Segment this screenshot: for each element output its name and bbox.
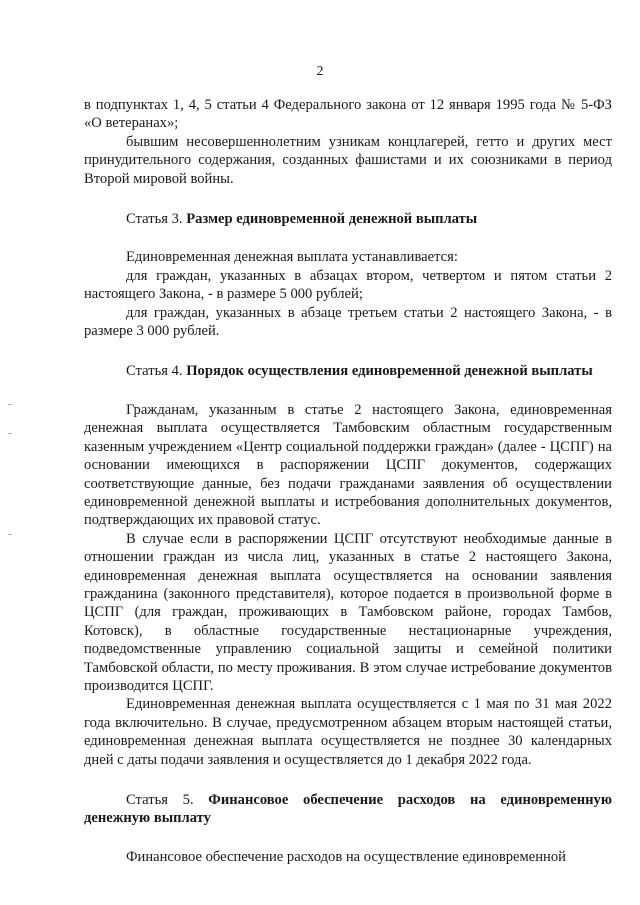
- article-5-label: Статья 5.: [126, 792, 194, 808]
- page-number: 2: [316, 64, 324, 79]
- intro-paragraph-1: в подпунктах 1, 4, 5 статьи 4 Федерального закона от 12 января 1995 года № 5-ФЗ «О ветеранах»;: [84, 97, 612, 132]
- article-5-paragraph-1: Финансовое обеспечение расходов на осуществление единовременной: [126, 848, 566, 865]
- article-4-paragraph-2: В случае если в распоряжении ЦСПГ отсутствуют необходимые данные в отношении граждан из числа лиц, указанных в статье 2 настоящего Закона, единовременная денежная выплата осуществляется на основании заявления гражданина (законного представителя), которое подается в произвольной форме в ЦСПГ (для граждан, проживающих в Тамбовском районе, городах Тамбов, Котовск), в областные государственные нестационарные учреждения, подведомственные управлению социальной защиты и семейной политики Тамбовской области, по месту проживания. В этом случае истребование документов производится ЦСПГ.: [84, 530, 612, 694]
- margin-mark: [8, 534, 12, 535]
- article-4-label: Статья 4.: [126, 363, 183, 380]
- article-3-paragraph-3: для граждан, указанных в абзаце третьем статьи 2 настоящего Закона, - в размере 3 000 рублей.: [84, 304, 612, 340]
- article-4-paragraph-3: Единовременная денежная выплата осуществляется с 1 мая по 31 мая 2022 года включительно. В случае, предусмотренном абзацем вторым настоящей статьи, единовременная денежная выплата осуществляется не позднее 30 календарных дней с даты подачи заявления и осуществляется до 1 декабря 2022 года.: [84, 696, 612, 768]
- document-body: [84, 96, 612, 866]
- article-5-title: Финансовое обеспечение расходов на единовременную денежную выплату: [84, 792, 612, 827]
- article-4-title: Порядок осуществления единовременной денежной выплаты: [186, 363, 593, 380]
- article-3-label: Статья 3.: [126, 211, 183, 228]
- article-3-heading: [84, 210, 612, 228]
- article-3-title: Размер единовременной денежной выплаты: [186, 211, 478, 228]
- margin-mark: [8, 404, 12, 405]
- article-3-paragraph-2: для граждан, указанных в абзацах втором, четвертом и пятом статьи 2 настоящего Закона, - в размере 5 000 рублей;: [84, 267, 612, 303]
- article-5-heading: [84, 791, 612, 828]
- article-3-paragraph-1: Единовременная денежная выплата устанавливается:: [126, 249, 458, 266]
- margin-mark: [8, 433, 12, 434]
- intro-paragraph-2: бывшим несовершеннолетним узникам концлагерей, гетто и других мест принудительного содержания, созданных фашистами и их союзниками в период Второй мировой войны.: [84, 133, 612, 187]
- article-4-paragraph-1: Гражданам, указанным в статье 2 настоящего Закона, единовременная денежная выплата осуществляется Тамбовским областным государственным казенным учреждением «Центр социальной поддержки граждан» (далее - ЦСПГ) на основании имеющихся в распоряжении ЦСПГ документов, содержащих соответствующие данные, без подачи гражданами заявления об осуществлении единовременной денежной выплаты и истребования дополнительных документов, подтверждающих их правовой статус.: [84, 401, 612, 529]
- article-4-heading: [84, 362, 612, 380]
